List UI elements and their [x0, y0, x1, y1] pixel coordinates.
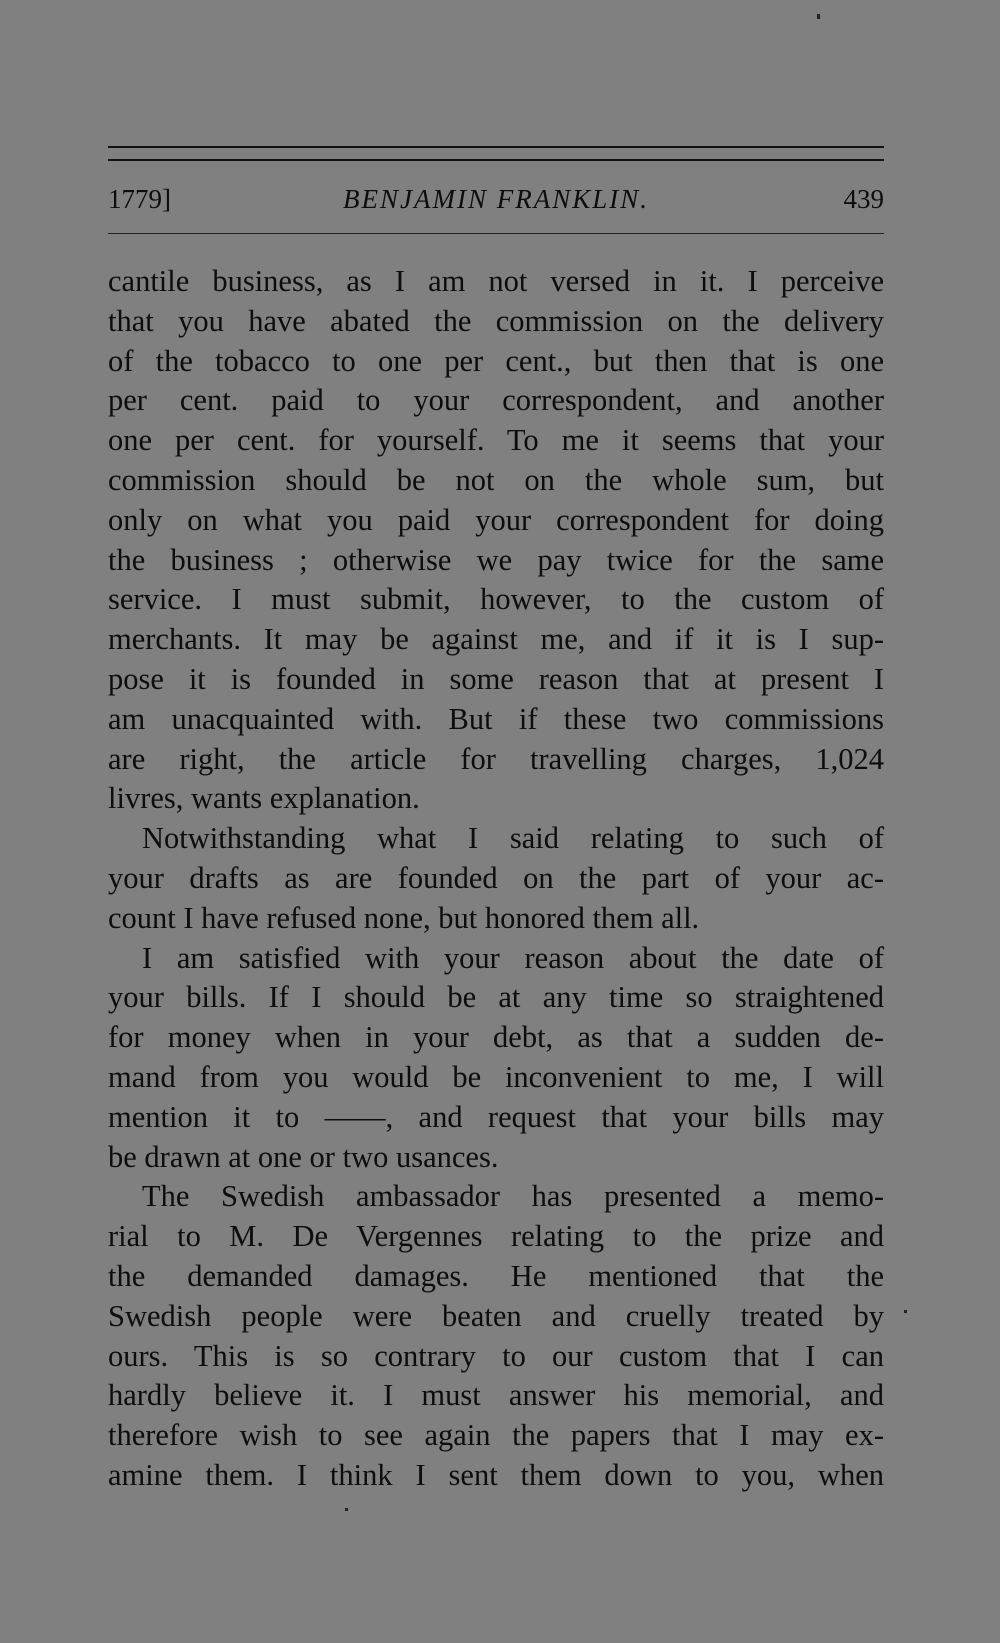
text-line: count I have refused none, but honored them all. [108, 900, 700, 935]
text-line: livres, wants explanation. [108, 781, 420, 816]
text-line: ours. This is so contrary to our custom that I can [108, 1338, 884, 1373]
text-line: rial to M. De Vergennes relating to the prize and [108, 1219, 884, 1254]
text-line: your bills. If I should be at any time so straightened [108, 980, 884, 1015]
text-line: service. I must submit, however, to the custom of [108, 582, 884, 617]
text-line: Swedish people were beaten and cruelly treated by [108, 1298, 884, 1333]
text-line: mand from you would be inconvenient to me, I will [108, 1059, 884, 1094]
text-line: amine them. I think I sent them down to you, when [108, 1457, 884, 1492]
speck-mark [904, 1310, 907, 1313]
text-line: Notwithstanding what I said relating to such of [142, 821, 884, 856]
text-line: one per cent. for yourself. To me it seems that your [108, 423, 884, 458]
speck-mark [345, 1508, 348, 1511]
top-rule [108, 146, 884, 148]
text-line: the demanded damages. He mentioned that the [108, 1258, 884, 1293]
text-line: am unacquainted with. But if these two commissions [108, 701, 884, 736]
speck-mark [817, 14, 820, 19]
text-line: pose it is founded in some reason that at present I [108, 661, 884, 696]
text-line: that you have abated the commission on the delivery [108, 303, 884, 338]
text-line: your drafts as are founded on the part of your ac- [108, 860, 884, 895]
top-rule-secondary [108, 159, 884, 161]
text-line: for money when in your debt, as that a sudden de- [108, 1020, 884, 1055]
text-line: The Swedish ambassador has presented a memo- [142, 1179, 884, 1214]
text-line: of the tobacco to one per cent., but then that is one [108, 343, 884, 378]
header-year: 1779] [108, 184, 171, 214]
text-line: are right, the article for travelling charges, 1,024 [108, 741, 884, 776]
text-line: mention it to ——, and request that your bills may [108, 1099, 884, 1134]
text-line: therefore wish to see again the papers that I may ex- [108, 1418, 884, 1453]
text-line: I am satisfied with your reason about the date of [142, 940, 884, 975]
running-header [108, 184, 884, 218]
header-title: BENJAMIN FRANKLIN. [343, 184, 649, 214]
text-line: per cent. paid to your correspondent, and another [108, 383, 884, 418]
text-line: cantile business, as I am not versed in it. I perceive [108, 264, 884, 298]
body-text [108, 262, 884, 1496]
text-line: be drawn at one or two usances. [108, 1139, 499, 1174]
text-line: hardly believe it. I must answer his memorial, and [108, 1378, 884, 1413]
text-line: commission should be not on the whole sum, but [108, 462, 884, 497]
text-line: the business ; otherwise we pay twice for the same [108, 542, 884, 577]
header-rule [108, 233, 884, 234]
page-number: 439 [843, 184, 884, 214]
text-line: merchants. It may be against me, and if it is I sup- [108, 622, 884, 657]
text-line: only on what you paid your correspondent for doing [108, 502, 884, 537]
